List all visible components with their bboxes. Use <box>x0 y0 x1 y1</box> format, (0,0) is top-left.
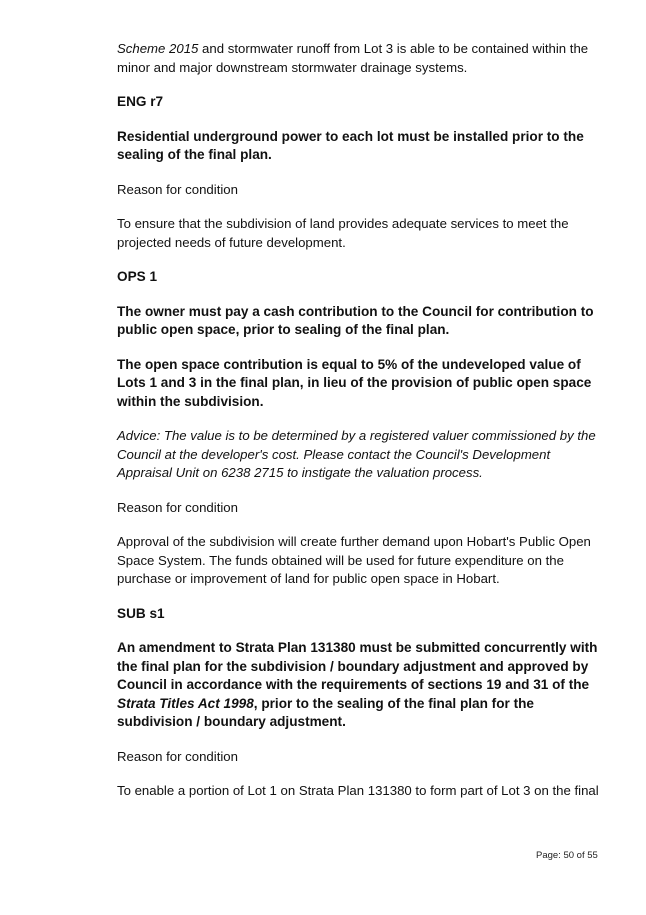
paragraph-stormwater <box>117 40 602 77</box>
condition-sub-s1 <box>117 639 602 732</box>
heading-eng-r7: ENG r7 <box>117 94 164 109</box>
reason-label-sub: Reason for condition <box>117 748 238 764</box>
reason-text-eng: To ensure that the subdivision of land provides adequate services to meet the projected needs of future development. <box>117 216 569 250</box>
stormwater-text: and stormwater runoff from Lot 3 is able to be contained within the minor and major downstream stormwater drainage systems. <box>117 41 589 75</box>
page-number: Page: 50 of 55 <box>536 850 598 861</box>
condition-ops-1-payment: The owner must pay a cash contribution to the Council for contribution to public open space, prior to sealing of the final plan. <box>117 303 594 337</box>
reason-label-eng: Reason for condition <box>117 181 238 197</box>
heading-ops-1: OPS 1 <box>117 269 158 284</box>
heading-sub-s1: SUB s1 <box>117 605 165 621</box>
advice-ops-1: Advice: The value is to be determined by a registered valuer commissioned by the Council at the developer's cost. Please contact the Council's Development Appraisal Unit on 6238 2715 to instigate the valuation process. <box>117 428 596 480</box>
condition-ops-1-contribution: The open space contribution is equal to 5% of the undeveloped value of Lots 1 and 3 in the final plan, in lieu of the provision of public open space within the subdivision. <box>117 356 592 409</box>
sub-text-part-2: , prior to the sealing of the final plan for the subdivision / boundary adjustment. <box>117 695 534 729</box>
reason-label-ops: Reason for condition <box>117 499 238 515</box>
document-body <box>117 40 602 817</box>
sub-text-part-1: An amendment to Strata Plan 131380 must be submitted concurrently with the final plan for the subdivision / boundary adjustment and approved by Council in accordance with the requirements of sections 19 and 31 of the <box>117 640 598 692</box>
reason-text-ops: Approval of the subdivision will create further demand upon Hobart's Public Open Space System. The funds obtained will be used for future expenditure on the purchase or improvement of land for public open space in Hobart. <box>117 534 591 586</box>
strata-titles-act: Strata Titles Act 1998 <box>117 695 254 711</box>
condition-eng-r7: Residential underground power to each lot must be installed prior to the sealing of the final plan. <box>117 128 584 162</box>
scheme-reference: Scheme 2015 <box>117 41 199 56</box>
reason-text-sub: To enable a portion of Lot 1 on Strata Plan 131380 to form part of Lot 3 on the final <box>117 783 599 798</box>
